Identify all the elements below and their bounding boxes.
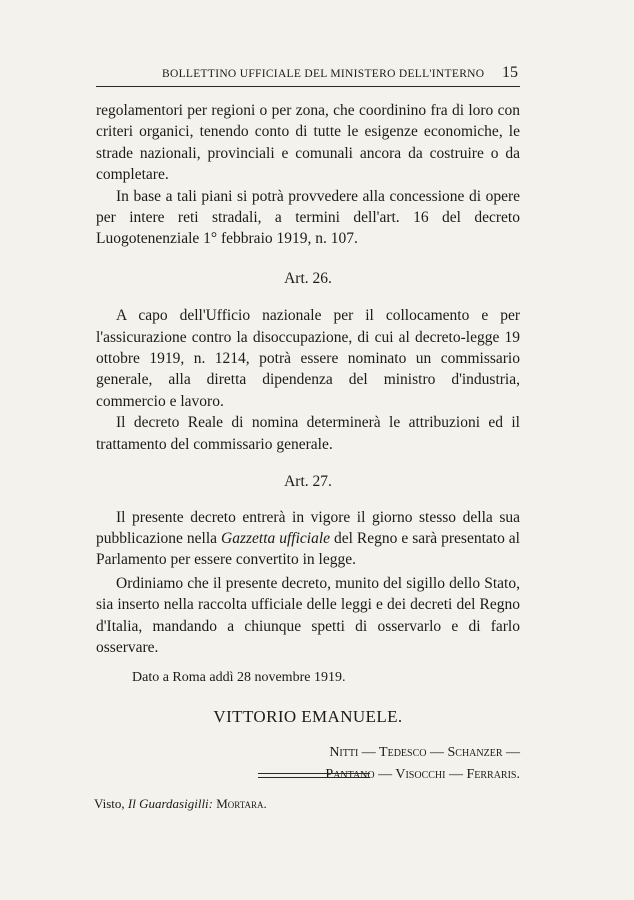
- closing-double-rule: [258, 773, 370, 778]
- visto-line: [94, 794, 520, 814]
- king-signature: VITTORIO EMANUELE.: [213, 707, 403, 727]
- visto-label: Visto,: [94, 796, 125, 812]
- running-header: [96, 66, 520, 87]
- signatories-line-2: Pantano — Visocchi — Ferraris.: [325, 767, 520, 783]
- paragraph-5-text-a: Il presente decreto entrerà in vigore il giorno stesso della sua pubblicazione nella: [96, 508, 520, 547]
- dated-line: Dato a Roma addì 28 novembre 1919.: [132, 670, 346, 686]
- paragraph-4: Il decreto Reale di nomina determinerà le attribuzioni ed il trattamento del commissario generale.: [96, 414, 520, 453]
- paragraph-6: Ordiniamo che il presente decreto, munito del sigillo dello Stato, sia inserto nella raccolta ufficiale delle leggi e dei decreti del Regno d'Italia, mandando a chiunque spetti di osservarlo e di farlo osservare.: [96, 574, 520, 656]
- paragraph-5-text-b: del Regno e sarà presentato al Parlamento per essere convertito in legge.: [96, 529, 520, 569]
- page-number: 15: [502, 64, 518, 81]
- signatories-line-1: Nitti — Tedesco — Schanzer —: [329, 745, 520, 761]
- guardasigilli-name: Mortara.: [216, 796, 267, 812]
- gazzetta-title: Gazzetta ufficiale: [221, 529, 331, 547]
- paragraph-3: A capo dell'Ufficio nazionale per il collocamento e per l'assicurazione contro la disoccupazione, di cui al decreto-legge 19 ottobre 1919, n. 1214, potrà essere nominato un commissario generale, alla diretta dipendenza del ministro d'industria, commercio e lavoro.: [96, 307, 520, 410]
- document-body: [96, 100, 520, 814]
- article-27-heading: Art. 27.: [284, 473, 332, 491]
- paragraph-1: regolamentori per regioni o per zona, che coordinino fra di loro con criteri organici, tenendo conto di tutte le esigenze economiche, le strade nazionali, provinciali e comunali ancora da costruire o da completare.: [96, 102, 520, 184]
- article-26-heading: Art. 26.: [284, 269, 332, 287]
- guardasigilli-label: Il Guardasigilli:: [127, 796, 213, 812]
- paragraph-2: In base a tali piani si potrà provvedere alla concessione di opere per intere reti stradali, a termini dell'art. 16 del decreto Luogotenenziale 1° febbraio 1919, n. 107.: [96, 187, 520, 248]
- paragraph-5: [96, 507, 520, 571]
- header-title: BOLLETTINO UFFICIALE DEL MINISTERO DELL'INTERNO: [162, 68, 485, 80]
